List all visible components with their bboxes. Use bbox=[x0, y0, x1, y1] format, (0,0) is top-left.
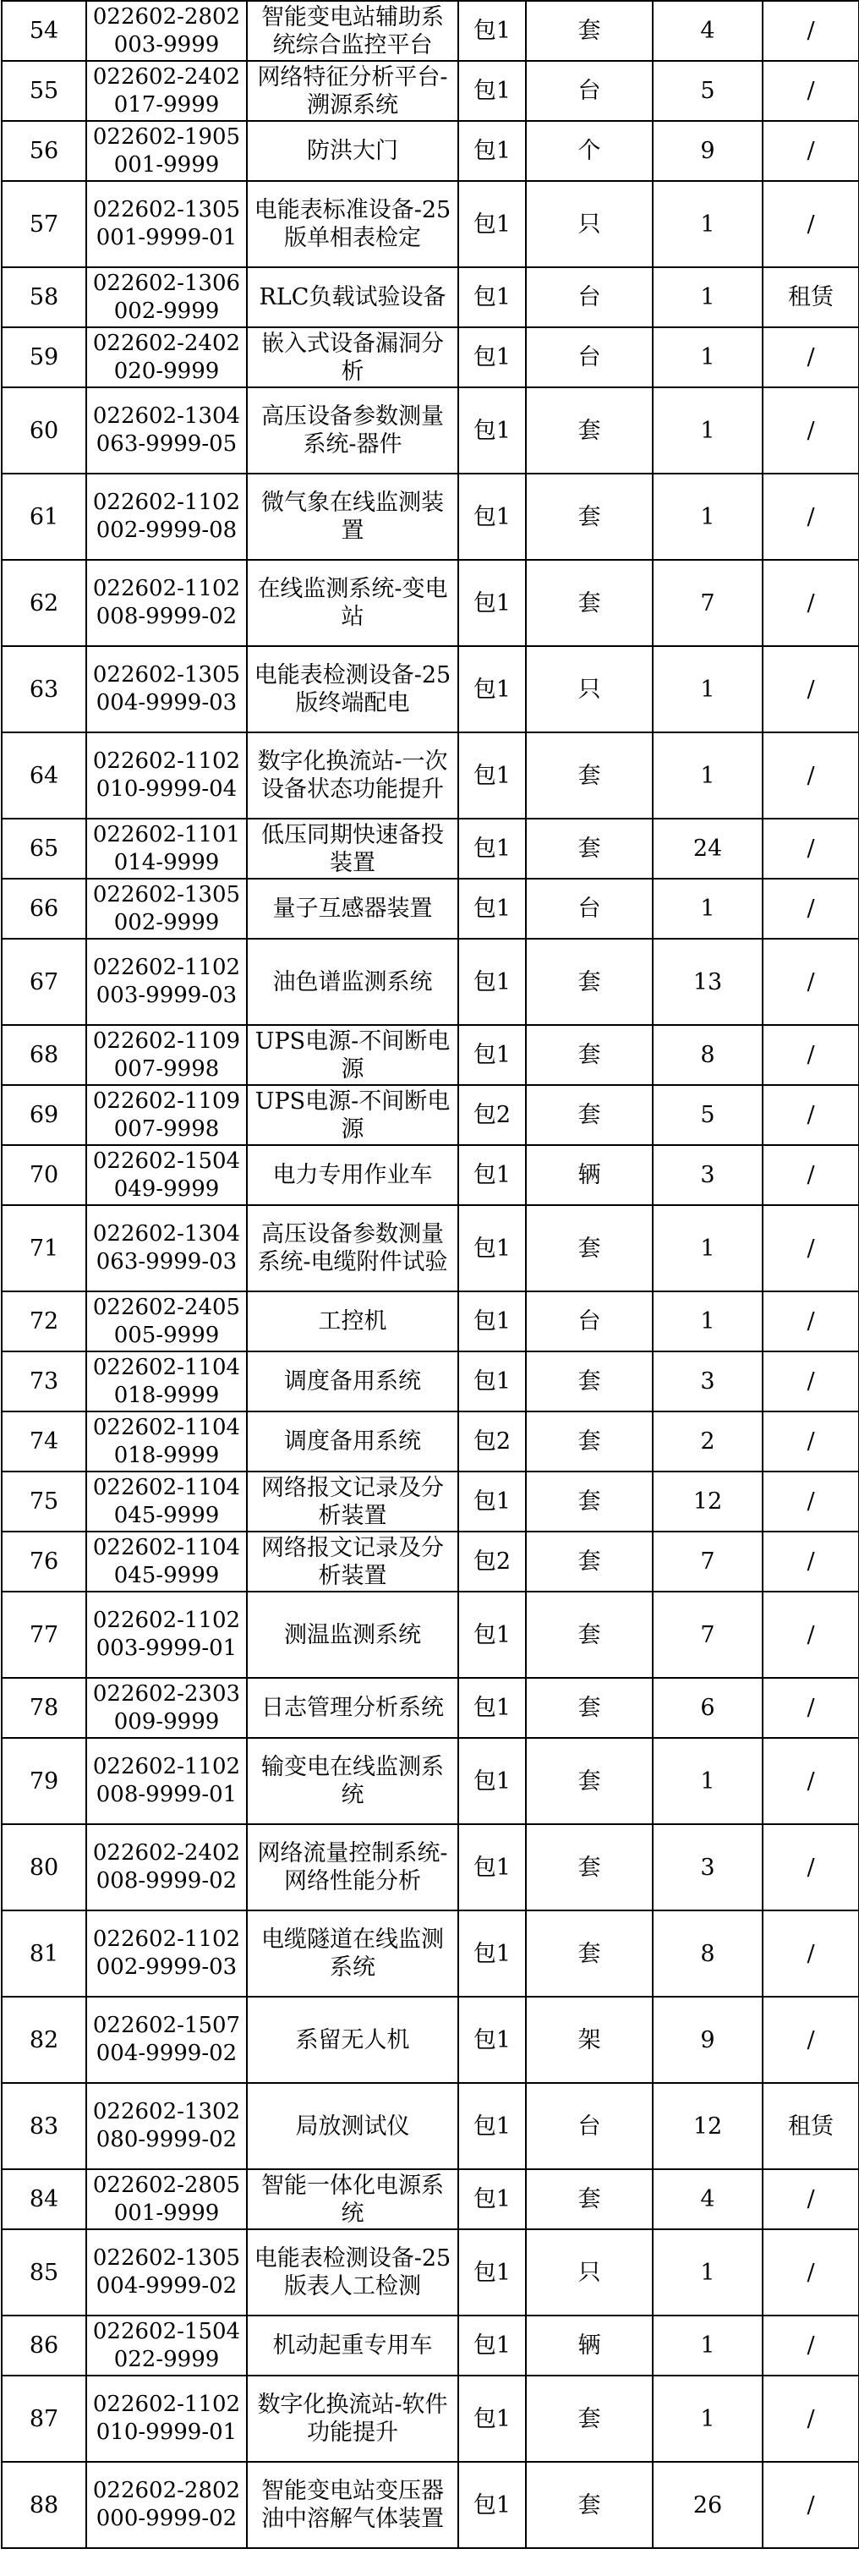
cell-qty: 7 bbox=[653, 1592, 763, 1678]
cell-no: 66 bbox=[2, 879, 86, 939]
cell-package: 包1 bbox=[458, 646, 526, 732]
cell-package: 包1 bbox=[458, 732, 526, 819]
table-row bbox=[2, 2083, 859, 2169]
cell-package: 包2 bbox=[458, 1411, 526, 1472]
cell-no: 58 bbox=[2, 267, 86, 327]
cell-package: 包1 bbox=[458, 1025, 526, 1085]
cell-code: 022602-2802000-9999-02 bbox=[86, 2462, 247, 2548]
cell-package: 包1 bbox=[458, 181, 526, 267]
cell-package: 包1 bbox=[458, 1205, 526, 1291]
cell-remark: / bbox=[763, 1678, 859, 1738]
cell-qty: 12 bbox=[653, 1472, 763, 1532]
cell-no: 62 bbox=[2, 560, 86, 646]
cell-qty: 26 bbox=[653, 2462, 763, 2548]
cell-name: 电能表检测设备-25版表人工检测 bbox=[247, 2229, 458, 2316]
cell-remark: / bbox=[763, 121, 859, 181]
cell-qty: 9 bbox=[653, 1997, 763, 2083]
cell-code: 022602-1302080-9999-02 bbox=[86, 2083, 247, 2169]
cell-remark: / bbox=[763, 1910, 859, 1997]
cell-unit: 台 bbox=[526, 879, 653, 939]
cell-code: 022602-2402008-9999-02 bbox=[86, 1824, 247, 1910]
cell-code: 022602-1104018-9999 bbox=[86, 1351, 247, 1411]
cell-package: 包1 bbox=[458, 1910, 526, 1997]
cell-unit: 套 bbox=[526, 1738, 653, 1824]
table-row bbox=[2, 1738, 859, 1824]
table-row bbox=[2, 2229, 859, 2316]
table-row bbox=[2, 646, 859, 732]
cell-name: UPS电源-不间断电源 bbox=[247, 1085, 458, 1145]
cell-qty: 1 bbox=[653, 387, 763, 474]
cell-name: 数字化换流站-软件功能提升 bbox=[247, 2376, 458, 2462]
cell-code: 022602-1102002-9999-03 bbox=[86, 1910, 247, 1997]
cell-unit: 套 bbox=[526, 1025, 653, 1085]
cell-qty: 1 bbox=[653, 646, 763, 732]
cell-no: 84 bbox=[2, 2169, 86, 2229]
cell-unit: 只 bbox=[526, 181, 653, 267]
cell-no: 74 bbox=[2, 1411, 86, 1472]
cell-unit: 只 bbox=[526, 2229, 653, 2316]
cell-no: 86 bbox=[2, 2316, 86, 2376]
table-row bbox=[2, 939, 859, 1025]
cell-unit: 套 bbox=[526, 732, 653, 819]
cell-name: 调度备用系统 bbox=[247, 1411, 458, 1472]
cell-qty: 6 bbox=[653, 1678, 763, 1738]
cell-name: 在线监测系统-变电站 bbox=[247, 560, 458, 646]
cell-name: 量子互感器装置 bbox=[247, 879, 458, 939]
cell-qty: 1 bbox=[653, 1205, 763, 1291]
cell-qty: 13 bbox=[653, 939, 763, 1025]
cell-remark: / bbox=[763, 61, 859, 121]
cell-name: 高压设备参数测量系统-电缆附件试验 bbox=[247, 1205, 458, 1291]
cell-code: 022602-1102002-9999-08 bbox=[86, 474, 247, 560]
cell-unit: 个 bbox=[526, 121, 653, 181]
cell-no: 67 bbox=[2, 939, 86, 1025]
cell-unit: 套 bbox=[526, 1910, 653, 1997]
table-row bbox=[2, 1291, 859, 1351]
cell-no: 70 bbox=[2, 1145, 86, 1205]
cell-remark: / bbox=[763, 2169, 859, 2229]
cell-qty: 1 bbox=[653, 2316, 763, 2376]
cell-package: 包1 bbox=[458, 1678, 526, 1738]
cell-unit: 套 bbox=[526, 1678, 653, 1738]
cell-remark: / bbox=[763, 327, 859, 387]
cell-no: 77 bbox=[2, 1592, 86, 1678]
table-row bbox=[2, 387, 859, 474]
cell-code: 022602-1101014-9999 bbox=[86, 819, 247, 879]
table-row bbox=[2, 1910, 859, 1997]
cell-qty: 5 bbox=[653, 1085, 763, 1145]
table-row bbox=[2, 819, 859, 879]
cell-package: 包1 bbox=[458, 1592, 526, 1678]
cell-unit: 套 bbox=[526, 2169, 653, 2229]
cell-package: 包1 bbox=[458, 1351, 526, 1411]
cell-package: 包1 bbox=[458, 819, 526, 879]
cell-remark: 租赁 bbox=[763, 2083, 859, 2169]
cell-no: 55 bbox=[2, 61, 86, 121]
cell-qty: 4 bbox=[653, 2169, 763, 2229]
table-row bbox=[2, 1824, 859, 1910]
table-row bbox=[2, 1351, 859, 1411]
cell-no: 82 bbox=[2, 1997, 86, 2083]
cell-qty: 1 bbox=[653, 879, 763, 939]
cell-code: 022602-2802003-9999 bbox=[86, 1, 247, 61]
cell-no: 54 bbox=[2, 1, 86, 61]
cell-package: 包1 bbox=[458, 1291, 526, 1351]
cell-qty: 7 bbox=[653, 560, 763, 646]
cell-package: 包1 bbox=[458, 2083, 526, 2169]
cell-name: 智能变电站辅助系统综合监控平台 bbox=[247, 1, 458, 61]
table-row bbox=[2, 1411, 859, 1472]
cell-unit: 套 bbox=[526, 1532, 653, 1592]
cell-package: 包1 bbox=[458, 939, 526, 1025]
cell-qty: 7 bbox=[653, 1532, 763, 1592]
cell-unit: 辆 bbox=[526, 2316, 653, 2376]
cell-remark: / bbox=[763, 1411, 859, 1472]
cell-unit: 辆 bbox=[526, 1145, 653, 1205]
cell-qty: 3 bbox=[653, 1145, 763, 1205]
cell-code: 022602-2303009-9999 bbox=[86, 1678, 247, 1738]
cell-qty: 1 bbox=[653, 474, 763, 560]
cell-no: 81 bbox=[2, 1910, 86, 1997]
cell-package: 包2 bbox=[458, 1532, 526, 1592]
cell-code: 022602-1305004-9999-02 bbox=[86, 2229, 247, 2316]
cell-name: 调度备用系统 bbox=[247, 1351, 458, 1411]
cell-remark: / bbox=[763, 387, 859, 474]
cell-no: 56 bbox=[2, 121, 86, 181]
cell-qty: 5 bbox=[653, 61, 763, 121]
cell-package: 包1 bbox=[458, 474, 526, 560]
cell-name: 嵌入式设备漏洞分析 bbox=[247, 327, 458, 387]
cell-name: 日志管理分析系统 bbox=[247, 1678, 458, 1738]
cell-package: 包1 bbox=[458, 2316, 526, 2376]
cell-code: 022602-2805001-9999 bbox=[86, 2169, 247, 2229]
cell-unit: 套 bbox=[526, 474, 653, 560]
cell-name: 高压设备参数测量系统-器件 bbox=[247, 387, 458, 474]
cell-code: 022602-1504049-9999 bbox=[86, 1145, 247, 1205]
table-row bbox=[2, 1678, 859, 1738]
cell-remark: / bbox=[763, 2376, 859, 2462]
cell-remark: / bbox=[763, 939, 859, 1025]
cell-package: 包2 bbox=[458, 1085, 526, 1145]
cell-package: 包1 bbox=[458, 61, 526, 121]
cell-remark: / bbox=[763, 879, 859, 939]
cell-name: UPS电源-不间断电源 bbox=[247, 1025, 458, 1085]
cell-no: 71 bbox=[2, 1205, 86, 1291]
cell-no: 60 bbox=[2, 387, 86, 474]
cell-name: 电力专用作业车 bbox=[247, 1145, 458, 1205]
cell-code: 022602-1102010-9999-04 bbox=[86, 732, 247, 819]
cell-name: 电缆隧道在线监测系统 bbox=[247, 1910, 458, 1997]
cell-no: 68 bbox=[2, 1025, 86, 1085]
cell-unit: 台 bbox=[526, 1291, 653, 1351]
table-row bbox=[2, 1532, 859, 1592]
cell-remark: / bbox=[763, 1, 859, 61]
cell-code: 022602-1305004-9999-03 bbox=[86, 646, 247, 732]
cell-name: 低压同期快速备投装置 bbox=[247, 819, 458, 879]
cell-remark: / bbox=[763, 2462, 859, 2548]
cell-unit: 套 bbox=[526, 1085, 653, 1145]
cell-name: 智能变电站变压器油中溶解气体装置 bbox=[247, 2462, 458, 2548]
cell-qty: 24 bbox=[653, 819, 763, 879]
cell-code: 022602-2402017-9999 bbox=[86, 61, 247, 121]
cell-package: 包1 bbox=[458, 121, 526, 181]
cell-code: 022602-1104018-9999 bbox=[86, 1411, 247, 1472]
table-row bbox=[2, 1997, 859, 2083]
cell-unit: 套 bbox=[526, 1351, 653, 1411]
cell-code: 022602-1507004-9999-02 bbox=[86, 1997, 247, 2083]
cell-package: 包1 bbox=[458, 2169, 526, 2229]
table-row bbox=[2, 2316, 859, 2376]
cell-no: 88 bbox=[2, 2462, 86, 2548]
cell-qty: 4 bbox=[653, 1, 763, 61]
cell-remark: / bbox=[763, 1085, 859, 1145]
cell-unit: 套 bbox=[526, 1472, 653, 1532]
table-row bbox=[2, 121, 859, 181]
cell-package: 包1 bbox=[458, 1824, 526, 1910]
cell-package: 包1 bbox=[458, 387, 526, 474]
cell-remark: / bbox=[763, 646, 859, 732]
table-row bbox=[2, 2462, 859, 2548]
cell-code: 022602-1304063-9999-05 bbox=[86, 387, 247, 474]
cell-qty: 9 bbox=[653, 121, 763, 181]
cell-code: 022602-2402020-9999 bbox=[86, 327, 247, 387]
cell-code: 022602-2405005-9999 bbox=[86, 1291, 247, 1351]
cell-remark: / bbox=[763, 474, 859, 560]
cell-name: 系留无人机 bbox=[247, 1997, 458, 2083]
cell-remark: / bbox=[763, 181, 859, 267]
table-row bbox=[2, 560, 859, 646]
cell-remark: / bbox=[763, 2316, 859, 2376]
cell-package: 包1 bbox=[458, 2229, 526, 2316]
cell-name: 防洪大门 bbox=[247, 121, 458, 181]
cell-qty: 8 bbox=[653, 1025, 763, 1085]
cell-code: 022602-1305001-9999-01 bbox=[86, 181, 247, 267]
cell-package: 包1 bbox=[458, 1145, 526, 1205]
cell-qty: 1 bbox=[653, 1738, 763, 1824]
cell-no: 78 bbox=[2, 1678, 86, 1738]
cell-remark: / bbox=[763, 1824, 859, 1910]
cell-no: 63 bbox=[2, 646, 86, 732]
cell-remark: / bbox=[763, 1532, 859, 1592]
cell-no: 59 bbox=[2, 327, 86, 387]
cell-remark: / bbox=[763, 1145, 859, 1205]
cell-remark: / bbox=[763, 1738, 859, 1824]
cell-no: 64 bbox=[2, 732, 86, 819]
cell-no: 75 bbox=[2, 1472, 86, 1532]
cell-unit: 套 bbox=[526, 1, 653, 61]
cell-qty: 2 bbox=[653, 1411, 763, 1472]
cell-name: 测温监测系统 bbox=[247, 1592, 458, 1678]
cell-qty: 1 bbox=[653, 1291, 763, 1351]
cell-qty: 3 bbox=[653, 1351, 763, 1411]
cell-unit: 只 bbox=[526, 646, 653, 732]
cell-remark: / bbox=[763, 1291, 859, 1351]
cell-name: 电能表标准设备-25版单相表检定 bbox=[247, 181, 458, 267]
cell-name: 网络流量控制系统-网络性能分析 bbox=[247, 1824, 458, 1910]
cell-name: 网络特征分析平台-溯源系统 bbox=[247, 61, 458, 121]
table-row bbox=[2, 267, 859, 327]
cell-code: 022602-1102003-9999-01 bbox=[86, 1592, 247, 1678]
cell-qty: 1 bbox=[653, 181, 763, 267]
cell-qty: 1 bbox=[653, 327, 763, 387]
cell-code: 022602-1306002-9999 bbox=[86, 267, 247, 327]
cell-code: 022602-1104045-9999 bbox=[86, 1532, 247, 1592]
cell-qty: 8 bbox=[653, 1910, 763, 1997]
table-row bbox=[2, 2169, 859, 2229]
cell-no: 87 bbox=[2, 2376, 86, 2462]
cell-code: 022602-1102003-9999-03 bbox=[86, 939, 247, 1025]
cell-no: 57 bbox=[2, 181, 86, 267]
cell-unit: 套 bbox=[526, 1205, 653, 1291]
cell-remark: / bbox=[763, 2229, 859, 2316]
cell-unit: 套 bbox=[526, 1824, 653, 1910]
table-row bbox=[2, 879, 859, 939]
cell-no: 76 bbox=[2, 1532, 86, 1592]
cell-code: 022602-1104045-9999 bbox=[86, 1472, 247, 1532]
cell-qty: 12 bbox=[653, 2083, 763, 2169]
cell-unit: 套 bbox=[526, 1411, 653, 1472]
cell-name: 智能一体化电源系统 bbox=[247, 2169, 458, 2229]
cell-remark: / bbox=[763, 560, 859, 646]
cell-unit: 台 bbox=[526, 327, 653, 387]
cell-unit: 台 bbox=[526, 2083, 653, 2169]
cell-qty: 1 bbox=[653, 267, 763, 327]
cell-no: 65 bbox=[2, 819, 86, 879]
cell-code: 022602-1102008-9999-02 bbox=[86, 560, 247, 646]
cell-code: 022602-1305002-9999 bbox=[86, 879, 247, 939]
cell-unit: 套 bbox=[526, 1592, 653, 1678]
cell-remark: / bbox=[763, 1997, 859, 2083]
cell-package: 包1 bbox=[458, 1997, 526, 2083]
equipment-table bbox=[1, 0, 859, 2549]
table-row bbox=[2, 1145, 859, 1205]
table-row bbox=[2, 1472, 859, 1532]
table-row bbox=[2, 1025, 859, 1085]
cell-package: 包1 bbox=[458, 1472, 526, 1532]
cell-unit: 套 bbox=[526, 560, 653, 646]
table-row bbox=[2, 2376, 859, 2462]
cell-unit: 套 bbox=[526, 387, 653, 474]
cell-name: 网络报文记录及分析装置 bbox=[247, 1472, 458, 1532]
table-row bbox=[2, 474, 859, 560]
cell-name: 数字化换流站-一次设备状态功能提升 bbox=[247, 732, 458, 819]
cell-qty: 1 bbox=[653, 732, 763, 819]
cell-no: 83 bbox=[2, 2083, 86, 2169]
cell-package: 包1 bbox=[458, 1738, 526, 1824]
cell-unit: 台 bbox=[526, 61, 653, 121]
table-row bbox=[2, 1085, 859, 1145]
cell-remark: / bbox=[763, 1472, 859, 1532]
cell-remark: / bbox=[763, 819, 859, 879]
cell-qty: 1 bbox=[653, 2229, 763, 2316]
cell-remark: / bbox=[763, 1025, 859, 1085]
cell-code: 022602-1304063-9999-03 bbox=[86, 1205, 247, 1291]
cell-qty: 1 bbox=[653, 2376, 763, 2462]
cell-name: 油色谱监测系统 bbox=[247, 939, 458, 1025]
cell-no: 69 bbox=[2, 1085, 86, 1145]
cell-no: 61 bbox=[2, 474, 86, 560]
cell-remark: / bbox=[763, 732, 859, 819]
cell-code: 022602-1109007-9998 bbox=[86, 1025, 247, 1085]
cell-code: 022602-1109007-9998 bbox=[86, 1085, 247, 1145]
table-row bbox=[2, 181, 859, 267]
cell-remark: / bbox=[763, 1592, 859, 1678]
table-row bbox=[2, 1, 859, 61]
cell-remark: / bbox=[763, 1205, 859, 1291]
cell-name: 工控机 bbox=[247, 1291, 458, 1351]
cell-name: 网络报文记录及分析装置 bbox=[247, 1532, 458, 1592]
cell-package: 包1 bbox=[458, 879, 526, 939]
cell-unit: 台 bbox=[526, 267, 653, 327]
cell-code: 022602-1504022-9999 bbox=[86, 2316, 247, 2376]
cell-unit: 套 bbox=[526, 819, 653, 879]
table-row bbox=[2, 1205, 859, 1291]
cell-package: 包1 bbox=[458, 1, 526, 61]
cell-unit: 套 bbox=[526, 2462, 653, 2548]
cell-no: 79 bbox=[2, 1738, 86, 1824]
cell-name: 局放测试仪 bbox=[247, 2083, 458, 2169]
cell-no: 85 bbox=[2, 2229, 86, 2316]
cell-unit: 套 bbox=[526, 2376, 653, 2462]
cell-unit: 架 bbox=[526, 1997, 653, 2083]
cell-code: 022602-1905001-9999 bbox=[86, 121, 247, 181]
table-row bbox=[2, 1592, 859, 1678]
table-row bbox=[2, 732, 859, 819]
cell-unit: 套 bbox=[526, 939, 653, 1025]
table-row bbox=[2, 61, 859, 121]
cell-name: 机动起重专用车 bbox=[247, 2316, 458, 2376]
cell-name: 微气象在线监测装置 bbox=[247, 474, 458, 560]
cell-package: 包1 bbox=[458, 327, 526, 387]
cell-package: 包1 bbox=[458, 2376, 526, 2462]
cell-name: RLC负载试验设备 bbox=[247, 267, 458, 327]
cell-no: 80 bbox=[2, 1824, 86, 1910]
cell-code: 022602-1102010-9999-01 bbox=[86, 2376, 247, 2462]
cell-qty: 3 bbox=[653, 1824, 763, 1910]
cell-package: 包1 bbox=[458, 560, 526, 646]
cell-code: 022602-1102008-9999-01 bbox=[86, 1738, 247, 1824]
cell-no: 73 bbox=[2, 1351, 86, 1411]
cell-package: 包1 bbox=[458, 2462, 526, 2548]
cell-name: 电能表检测设备-25版终端配电 bbox=[247, 646, 458, 732]
cell-remark: / bbox=[763, 1351, 859, 1411]
cell-remark: 租赁 bbox=[763, 267, 859, 327]
cell-no: 72 bbox=[2, 1291, 86, 1351]
table-row bbox=[2, 327, 859, 387]
table-body bbox=[2, 1, 859, 2548]
cell-name: 输变电在线监测系统 bbox=[247, 1738, 458, 1824]
cell-package: 包1 bbox=[458, 267, 526, 327]
